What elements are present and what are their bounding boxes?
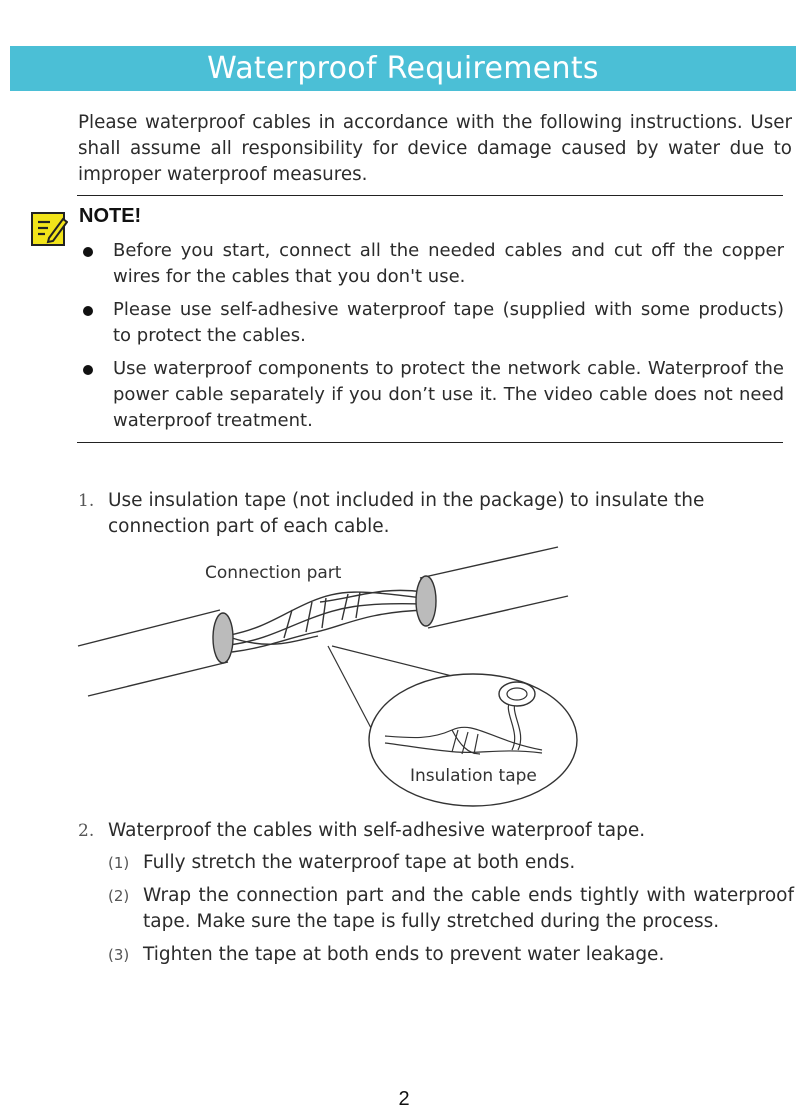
substep-1 bbox=[108, 850, 794, 876]
cable-insulation-diagram bbox=[60, 540, 600, 820]
note-icon bbox=[30, 210, 68, 248]
bullet-icon bbox=[83, 306, 93, 316]
substep-number: (1) bbox=[108, 854, 130, 872]
step-2 bbox=[78, 818, 794, 844]
note-item-text: Please use self-adhesive waterproof tape (supplied with some products) to protect the cables. bbox=[113, 299, 784, 346]
step-text: Waterproof the cables with self-adhesive waterproof tape. bbox=[108, 820, 646, 841]
page-title: Waterproof Requirements bbox=[207, 51, 599, 86]
substep-number: (3) bbox=[108, 946, 130, 964]
substep-text: Fully stretch the waterproof tape at both ends. bbox=[143, 852, 576, 873]
step-1 bbox=[78, 488, 794, 540]
insulation-tape-label: Insulation tape bbox=[410, 766, 537, 786]
substep-3 bbox=[108, 942, 794, 968]
step-number: 1. bbox=[78, 491, 95, 511]
note-item-text: Use waterproof components to protect the network cable. Waterproof the power cable separately if you don’t use it. The video cable does not need waterproof treatment. bbox=[113, 358, 784, 431]
note-list bbox=[78, 238, 784, 441]
intro-paragraph: Please waterproof cables in accordance with the following instructions. User shall assume all responsibility for device damage caused by water due to improper waterproof measures. bbox=[78, 112, 792, 185]
note-top-divider bbox=[77, 195, 783, 196]
substep-number: (2) bbox=[108, 887, 130, 905]
step-number: 2. bbox=[78, 821, 95, 841]
note-item bbox=[78, 297, 784, 349]
substep-2 bbox=[108, 883, 794, 935]
step-text: Use insulation tape (not included in the package) to insulate the connection part of each cable. bbox=[108, 490, 705, 537]
note-title: NOTE! bbox=[79, 205, 142, 227]
note-item bbox=[78, 238, 784, 290]
note-item-text: Before you start, connect all the needed cables and cut off the copper wires for the cables that you don't use. bbox=[113, 240, 784, 287]
connection-part-label: Connection part bbox=[205, 563, 342, 583]
substep-text: Tighten the tape at both ends to prevent water leakage. bbox=[143, 944, 665, 965]
page-number: 2 bbox=[398, 1088, 410, 1110]
note-item bbox=[78, 356, 784, 434]
note-bottom-divider bbox=[77, 442, 783, 443]
bullet-icon bbox=[83, 247, 93, 257]
page-title-banner bbox=[10, 46, 796, 91]
bullet-icon bbox=[83, 365, 93, 375]
substep-text: Wrap the connection part and the cable ends tightly with waterproof tape. Make sure the tape is fully stretched during the process. bbox=[143, 885, 794, 932]
